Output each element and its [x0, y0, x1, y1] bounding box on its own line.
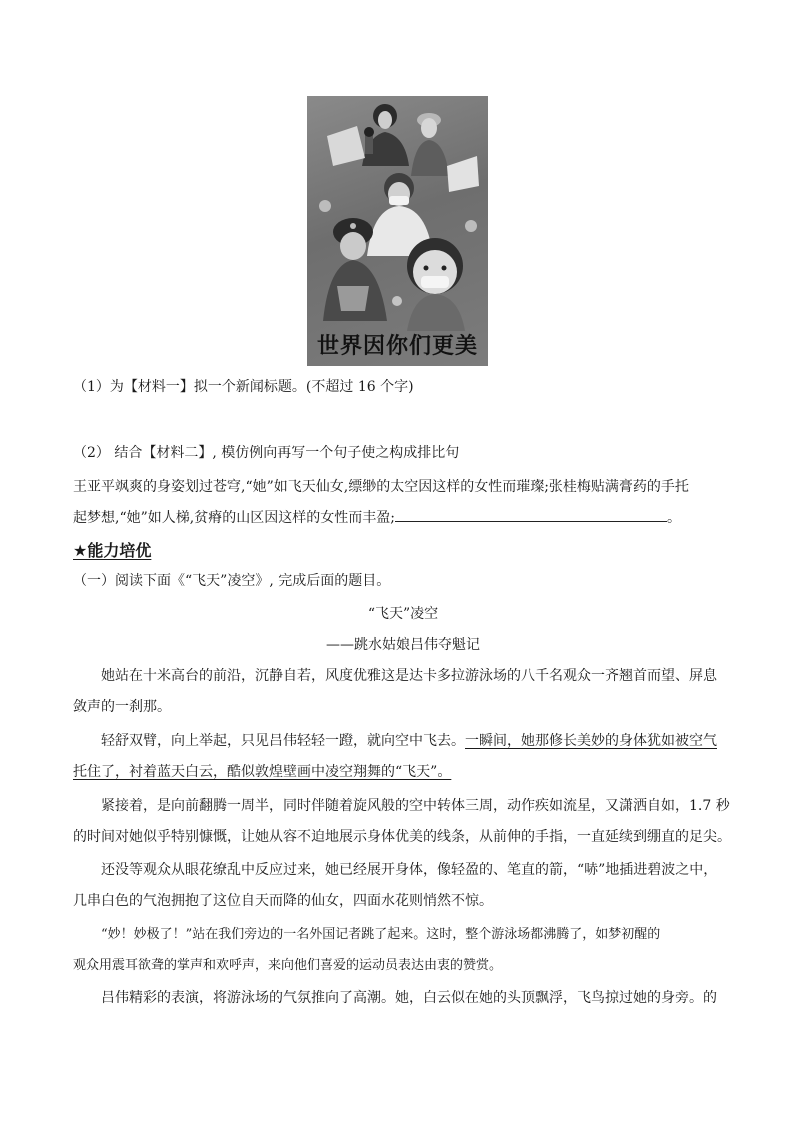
paragraph-4-line-1: 还没等观众从眼花缭乱中反应过来，她已经展开身体，像轻盈的、笔直的箭，“哧”地插进碧波之中， [101, 862, 718, 878]
poster-caption: 世界因你们更美 [316, 334, 478, 359]
paragraph-3-line-2: 的时间对她似乎特别慷慨，让她从容不迫地展示身体优美的线条，从前伸的手指，一直延续到绷直的足尖。 [73, 829, 731, 845]
example-sentence-line-2 [73, 507, 733, 527]
paragraph-1-line-1: 她站在十米高台的前沿，沉静自若，风度优雅这是达卡多拉游泳场的八千名观众一齐翘首而望、屏息 [101, 668, 717, 684]
paragraph-2-line-1 [73, 730, 733, 750]
answer-blank[interactable] [395, 509, 667, 522]
question-2: （2） 结合【材料二】, 模仿例向再写一个句子使之构成排比句 [73, 445, 460, 461]
paragraph-2-text: 轻舒双臂，向上举起，只见吕伟轻轻一蹬，就向空中飞去。 [101, 733, 465, 749]
article-title: “飞天”凌空 [367, 606, 439, 622]
paragraph-2-underlined-text: 一瞬间，她那修长美妙的身体犹如被空气 [465, 733, 717, 749]
paragraph-5-line-2: 观众用震耳欲聋的掌声和欢呼声，来向他们喜爱的运动员表达由衷的赞赏。 [73, 958, 503, 973]
example-sentence-line-1: 王亚平飒爽的身姿划过苍穹,“她”如飞天仙女,缥缈的太空因这样的女性而璀璨;张桂梅贴满膏药的手托 [73, 479, 689, 495]
paragraph-1-line-2: 敛声的一刹那。 [73, 699, 171, 715]
paragraph-5-line-1: “妙！妙极了！”站在我们旁边的一名外国记者跳了起来。这时，整个游泳场都沸腾了，如梦初醒的 [101, 927, 661, 942]
article-subtitle: ——跳水姑娘吕伟夺魁记 [326, 637, 480, 653]
paragraph-3-line-1: 紧接着，是向前翻腾一周半，同时伴随着旋风般的空中转体三周，动作疾如流星，又潇洒自如，1.7 秒 [101, 798, 730, 814]
paragraph-2-underlined-text-2: 托住了，衬着蓝天白云，酷似敦煌壁画中凌空翔舞的“飞天”。 [73, 764, 452, 780]
paragraph-2-line-2 [73, 761, 733, 781]
question-1: （1）为【材料一】拟一个新闻标题。(不超过 16 个字) [73, 379, 414, 395]
section-heading [73, 538, 733, 561]
paragraph-6-line-1: 吕伟精彩的表演，将游泳场的气氛推向了高潮。她，白云似在她的头顶飘浮，飞鸟掠过她的身旁。的 [101, 990, 717, 1006]
paragraph-4-line-2: 几串白色的气泡拥抱了这位自天而降的仙女，四面水花则悄然不惊。 [73, 893, 493, 909]
example-sentence-line-2-text: 起梦想,“她”如人梯,贫瘠的山区因这样的女性而丰盈; [73, 510, 395, 526]
poster-image [307, 96, 488, 366]
section-heading-text: ★能力培优 [73, 541, 152, 560]
poster-illustration-women-icon [307, 96, 488, 366]
reading-intro: （一）阅读下面《“飞天”凌空》, 完成后面的题目。 [73, 573, 391, 589]
example-sentence-end: 。 [666, 510, 681, 526]
